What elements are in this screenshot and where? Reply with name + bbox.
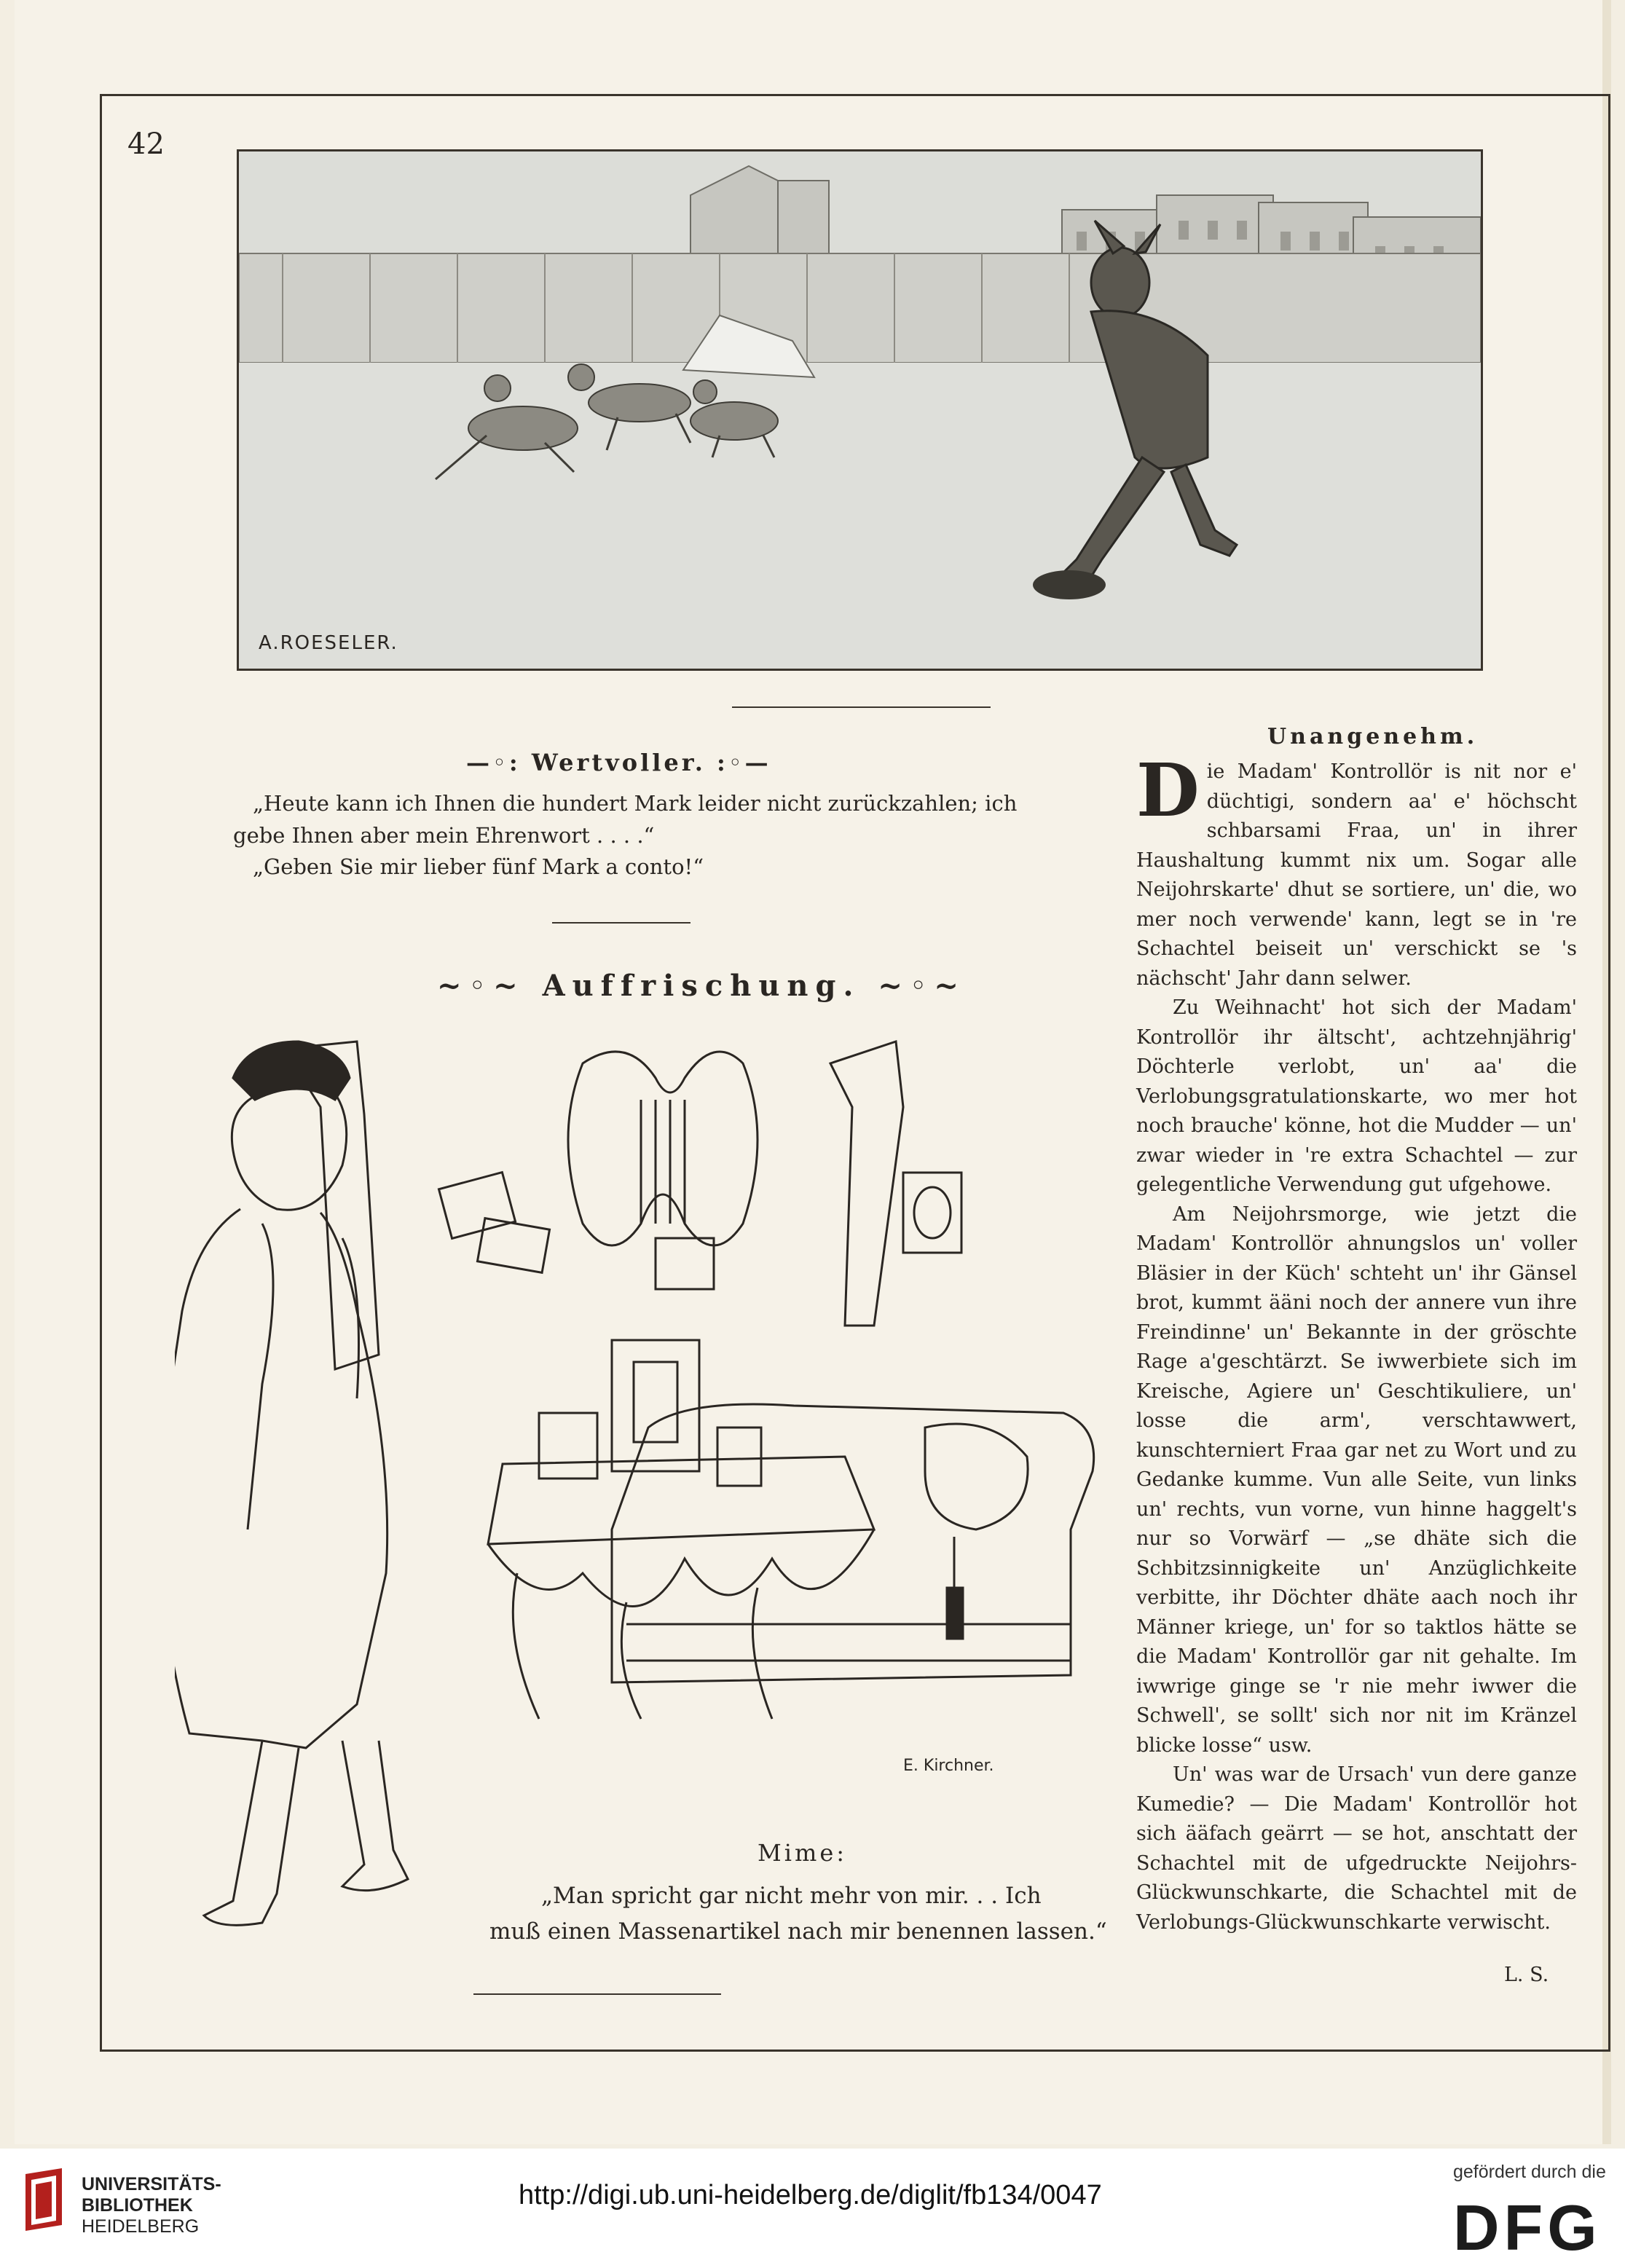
page-number: 42 xyxy=(127,127,165,161)
separator-rule xyxy=(473,1993,721,1995)
caption-line-1: „Man spricht gar nicht mehr von mir. . . Ich xyxy=(541,1883,1042,1909)
illustrator-signature: A.ROESELER. xyxy=(259,632,398,654)
mime-parlor-drawing xyxy=(175,1020,1114,1945)
ornament-left: ~◦~ xyxy=(437,969,543,1003)
separator-rule xyxy=(552,922,690,924)
joke-line-1: „Heute kann ich Ihnen die hundert Mark leider nicht zurückzahlen; ich xyxy=(253,791,1018,816)
story-column xyxy=(1136,747,1577,1937)
kirchner-signature: E. Kirchner. xyxy=(903,1757,994,1775)
joke-line-3: „Geben Sie mir lieber fünf Mark a conto!“ xyxy=(253,854,704,879)
library-line-1: UNIVERSITÄTS- xyxy=(82,2174,221,2194)
heading-unangenehm: Unangenehm. xyxy=(1267,724,1479,749)
winter-street-scene xyxy=(239,151,1481,669)
author-initials: L. S. xyxy=(1504,1964,1549,1986)
source-url-link[interactable]: http://digi.ub.uni-heidelberg.de/diglit/fb134/0047 xyxy=(519,2180,1102,2210)
story-paragraph-1 xyxy=(1136,747,1577,993)
story-paragraph-2: Zu Weihnacht' hot sich der Madam' Kontrollör ihr ältscht', achtzehnjährig' Döchterle verlobt, un' aa' die Verlobungsgratulationskarte, wo mer hot noch brauche' könne, hot die Mudder — un' zwar wieder in 're extra Schachtel — zur gelegentliche Verwendung gut ufgehowe. xyxy=(1136,996,1577,1196)
dfg-logo: DFG xyxy=(1453,2192,1602,2264)
ub-heidelberg-logo-icon xyxy=(18,2167,69,2232)
funding-label: gefördert durch die xyxy=(1453,2162,1606,2182)
library-name xyxy=(82,2174,221,2237)
story-paragraph-3: Am Neijohrsmorge, wie jetzt die Madam' Kontrollör ahnungslos un' voller Bläsier in der Küch' schteht un' ihr Gänsel brot, kummt ääni noch der annere vun ihre Freindinne' un' Bekannte in der gröschte Rage a'geschtärzt. Se iwwerbiete sich im Kreische, Agiere un' Geschtikuliere, un' losse die arm', verschtawwert, kunschterniert Fraa gar net zu Wort und zu Gedanke kumme. Vun alle Seite, vun links un' rechts, vun vorne, vun hinne haggelt's nur so Vorwärf — „se dhäte sich die Schbitzsinnigkeite un' Anzüglichkeite verbitte, ihr Döchter dhäte aach noch ihr Männer kriege, un' for so taktlos hätte se die Madam' Kontrollör gar nit gehalte. Im iwwrige ginge se 'r nie mehr iwwer die Schwell', se sollt' sich nor nit im Kränzel blicke losse“ usw. xyxy=(1136,1202,1577,1757)
mime-illustration xyxy=(175,1020,1114,1945)
separator-rule xyxy=(732,706,991,708)
drop-cap: D xyxy=(1136,747,1200,833)
joke-line-2: gebe Ihnen aber mein Ehrenwort . . . .“ xyxy=(233,823,655,848)
heading-auffrischung-text: Auffrischung. xyxy=(542,969,861,1003)
story-paragraph-1-text: ie Madam' Kontrollör is nit nor e' düchtigi, sondern aa' e' höchscht schbarsami Fraa, un' in ihrer Haushaltung kummt nix um. Sogar alle Neijohrskarte' dhut se sortiere, un' die, wo mer noch verwende' kann, legt se in 're Schachtel beiseit un' verschickt se 's nächscht' Jahr dann selwer. xyxy=(1136,760,1577,990)
heading-wertvoller: —◦: Wertvoller. :◦— xyxy=(466,749,771,776)
heading-auffrischung xyxy=(437,969,966,1003)
top-illustration xyxy=(237,149,1483,671)
caption-title: Mime: xyxy=(758,1839,848,1867)
library-line-2: BIBLIOTHEK xyxy=(82,2195,193,2216)
story-paragraph-4: Un' was war de Ursach' vun dere ganze Kumedie? — Die Madam' Kontrollör hot sich ääfach geärrt — se hot, anschtatt der Schachtel mit de ufgedruckte Neijohrs-Glückwunschkarte, die Schachtel mit de Verlobungs-Glückwunschkarte verwischt. xyxy=(1136,1763,1577,1934)
library-line-3: HEIDELBERG xyxy=(82,2216,200,2237)
ornament-right: ~◦~ xyxy=(860,969,966,1003)
caption-line-2: muß einen Massenartikel nach mir benennen lassen.“ xyxy=(489,1918,1107,1945)
